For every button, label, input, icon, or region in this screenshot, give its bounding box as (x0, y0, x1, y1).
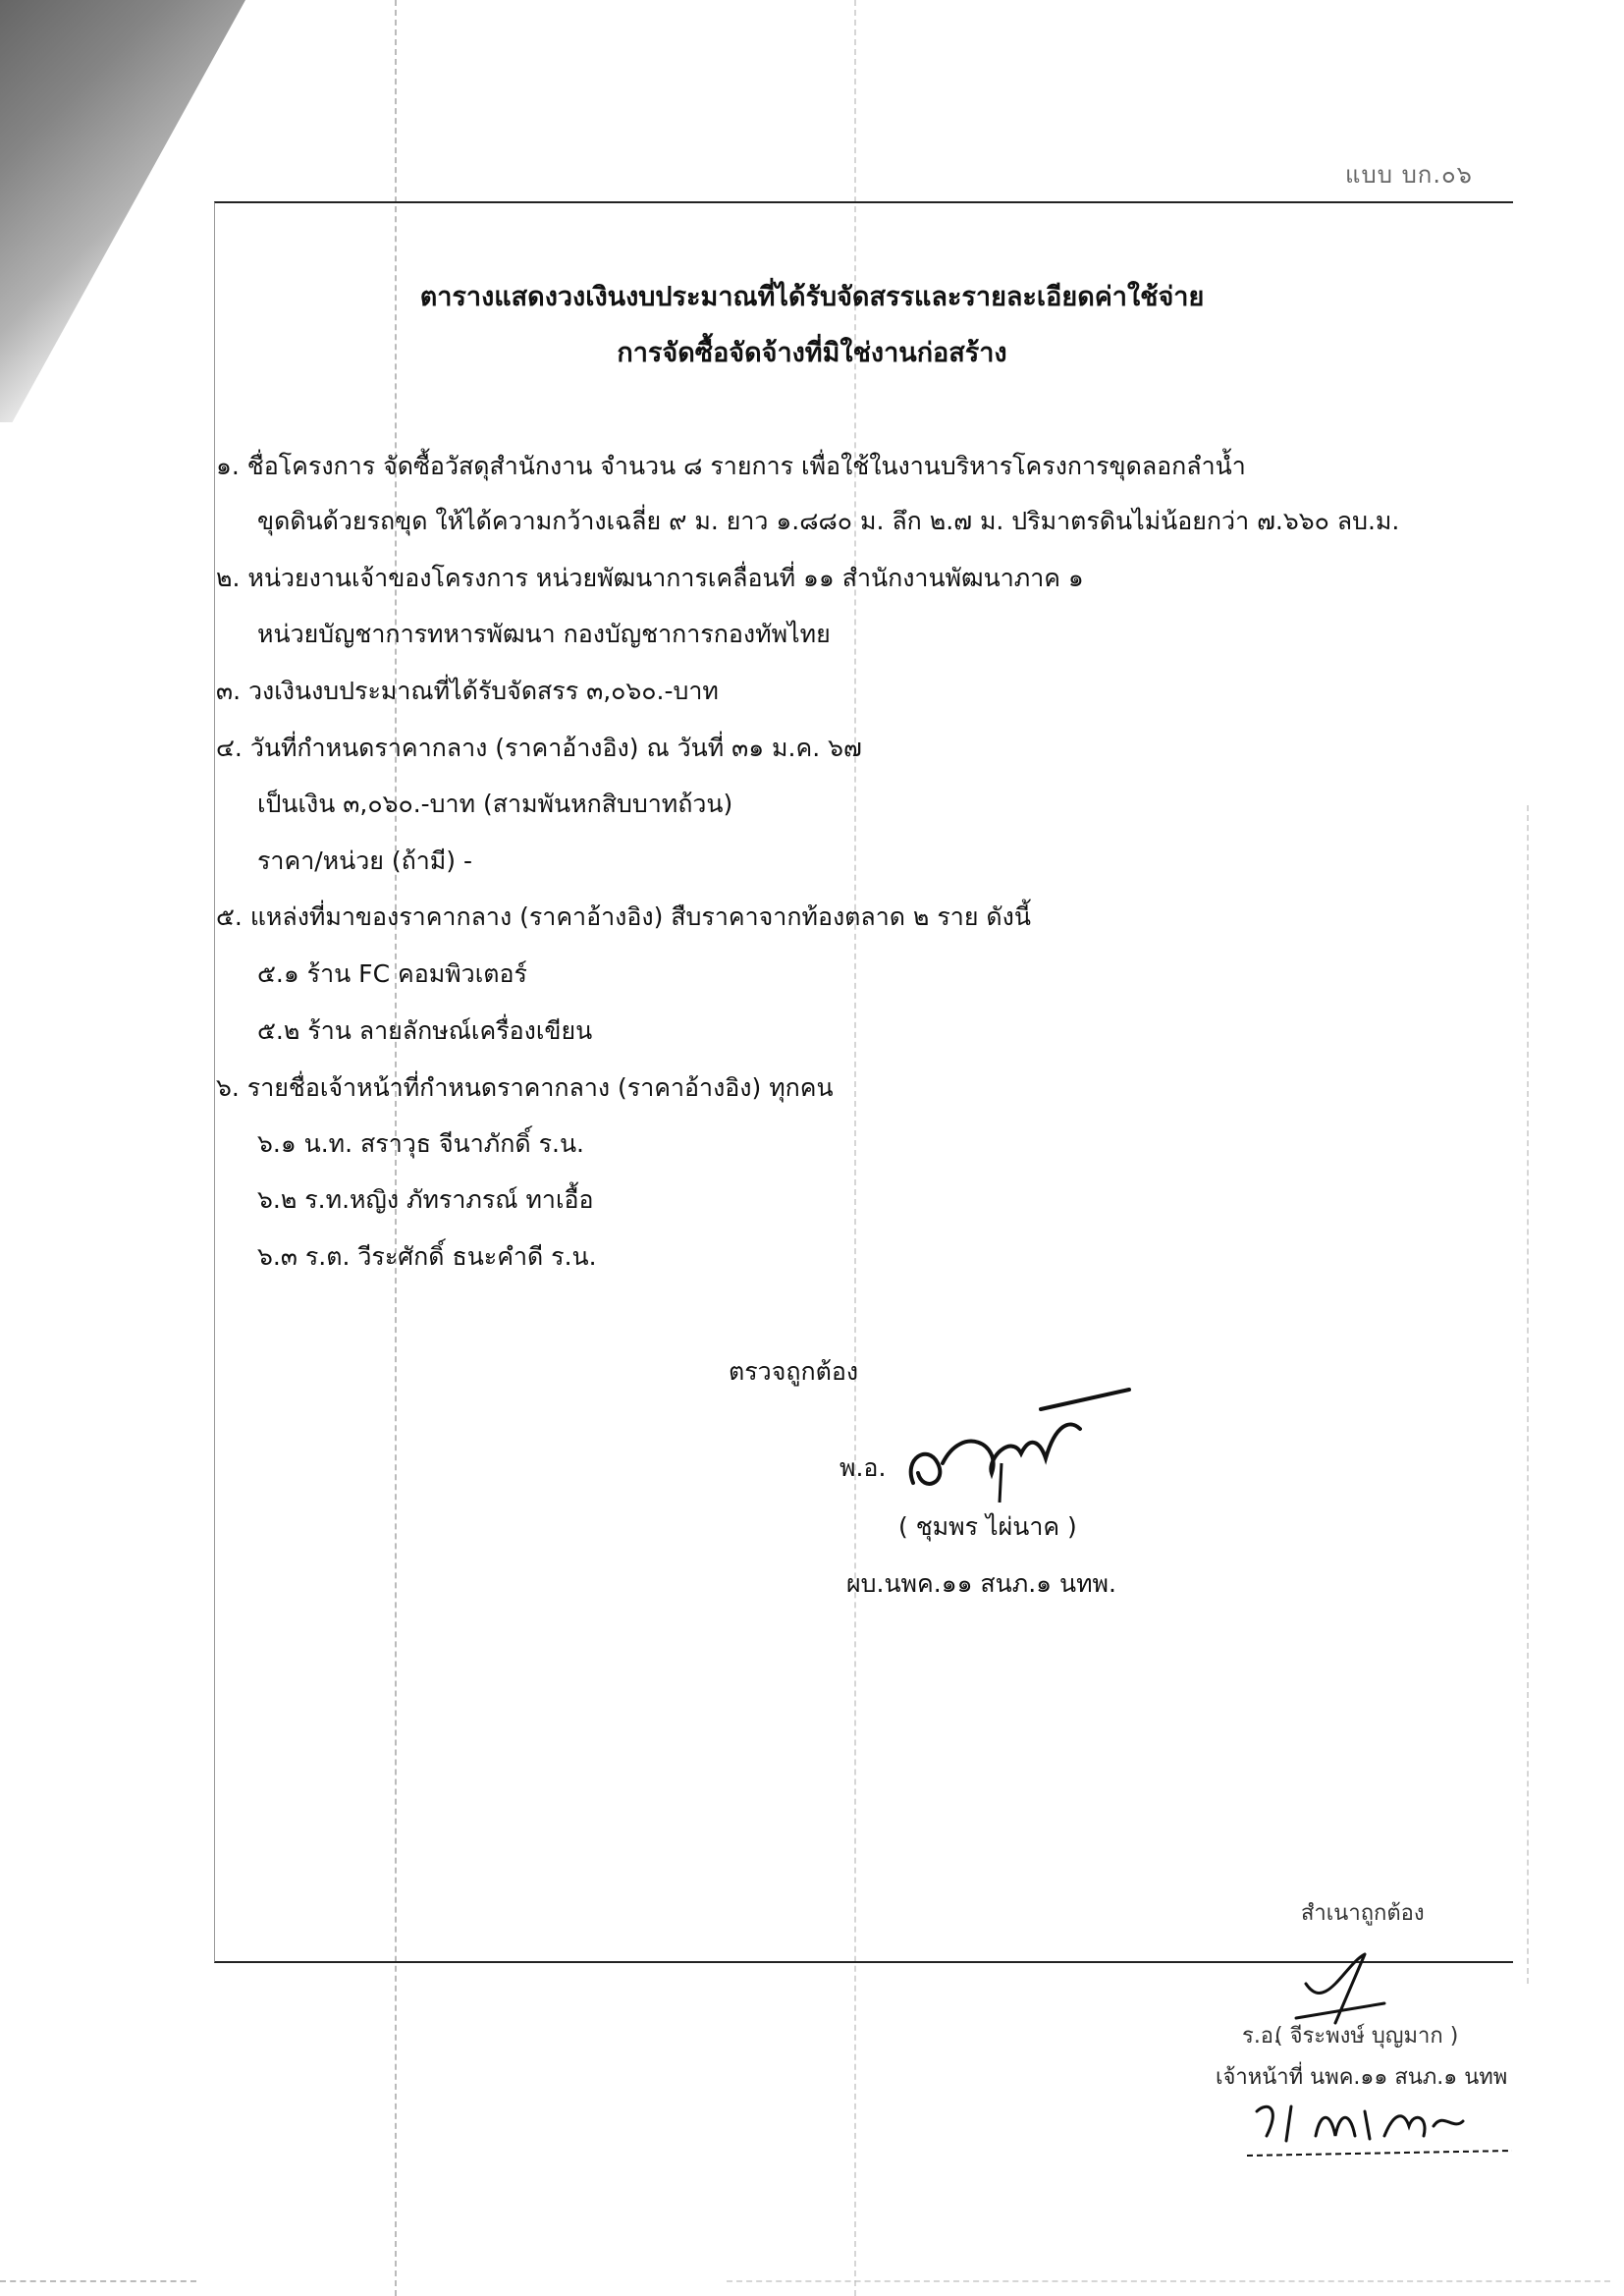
item-1-project-detail: ขุดดินด้วยรถขุด ให้ได้ความกว้างเฉลี่ย ๙ ม. ยาว ๑.๘๘๐ ม. ลึก ๒.๗ ม. ปริมาตรดินไม่น้อยกว่า ๗.๖๖๐ ลบ.ม. (257, 507, 1400, 535)
item-4-reference-date: ๔. วันที่กำหนดราคากลาง (ราคาอ้างอิง) ณ วันที่ ๓๑ ม.ค. ๖๗ (216, 734, 862, 762)
document-subtitle: การจัดซื้อจัดจ้างที่มิใช่งานก่อสร้าง (617, 338, 1007, 368)
approver-position: ผบ.นพค.๑๑ สนภ.๑ นทพ. (846, 1569, 1116, 1598)
approver-signature (884, 1365, 1159, 1503)
certifier-position: เจ้าหน้าที่ นพค.๑๑ สนภ.๑ นทพ (1216, 2065, 1508, 2090)
item-5-2-shop: ๕.๒ ร้าน ลายลักษณ์เครื่องเขียน (257, 1016, 593, 1045)
item-6-2-official: ๖.๒ ร.ท.หญิง ภัทราภรณ์ ทาเอื้อ (257, 1185, 594, 1214)
scan-artifact-line (727, 2280, 1610, 2282)
item-5-1-shop: ๕.๑ ร้าน FC คอมพิวเตอร์ (257, 959, 527, 988)
item-2-owner-unit: ๒. หน่วยงานเจ้าของโครงการ หน่วยพัฒนาการเคลื่อนที่ ๑๑ สำนักงานพัฒนาภาค ๑ (216, 564, 1084, 592)
item-4-unit-price: ราคา/หน่วย (ถ้ามี) - (257, 847, 472, 875)
certifier-signature (1276, 1925, 1414, 2033)
item-6-1-official: ๖.๑ น.ท. สราวุธ จีนาภักดิ์ ร.น. (257, 1129, 584, 1158)
item-3-budget: ๓. วงเงินงบประมาณที่ได้รับจัดสรร ๓,๐๖๐.-บาท (216, 677, 719, 705)
scan-artifact-line (1527, 805, 1529, 1984)
copy-certified-label: สำเนาถูกต้อง (1301, 1901, 1425, 1926)
approval-rank: พ.อ. (839, 1453, 887, 1482)
item-2-owner-command: หน่วยบัญชาการทหารพัฒนา กองบัญชาการกองทัพไทย (257, 620, 831, 648)
scan-artifact-line (0, 2280, 196, 2282)
approval-check-label: ตรวจถูกต้อง (729, 1357, 859, 1386)
item-6-officials: ๖. รายชื่อเจ้าหน้าที่กำหนดราคากลาง (ราคาอ้างอิง) ทุกคน (216, 1073, 834, 1102)
form-code: แบบ บก.๐๖ (1345, 161, 1473, 189)
approver-name: ( ชุมพร ไผ่นาค ) (898, 1512, 1077, 1541)
item-1-project-name: ๑. ชื่อโครงการ จัดซื้อวัสดุสำนักงาน จำนวน ๘ รายการ เพื่อใช้ในงานบริหารโครงการขุดลอกลำน้ำ (216, 452, 1246, 480)
handwritten-date (1237, 2082, 1551, 2170)
item-4-amount: เป็นเงิน ๓,๐๖๐.-บาท (สามพันหกสิบบาทถ้วน) (257, 790, 733, 818)
certifier-name: ( จีระพงษ์ บุญมาก ) (1274, 2024, 1459, 2049)
item-6-3-official: ๖.๓ ร.ต. วีระศักดิ์ ธนะคำดี ร.น. (257, 1242, 597, 1271)
copy-certified-rank: ร.อ. (1242, 2024, 1281, 2049)
item-5-price-source: ๕. แหล่งที่มาของราคากลาง (ราคาอ้างอิง) สืบราคาจากท้องตลาด ๒ ราย ดังนี้ (216, 902, 1031, 931)
document-title: ตารางแสดงวงเงินงบประมาณที่ได้รับจัดสรรและรายละเอียดค่าใช้จ่าย (419, 282, 1205, 312)
